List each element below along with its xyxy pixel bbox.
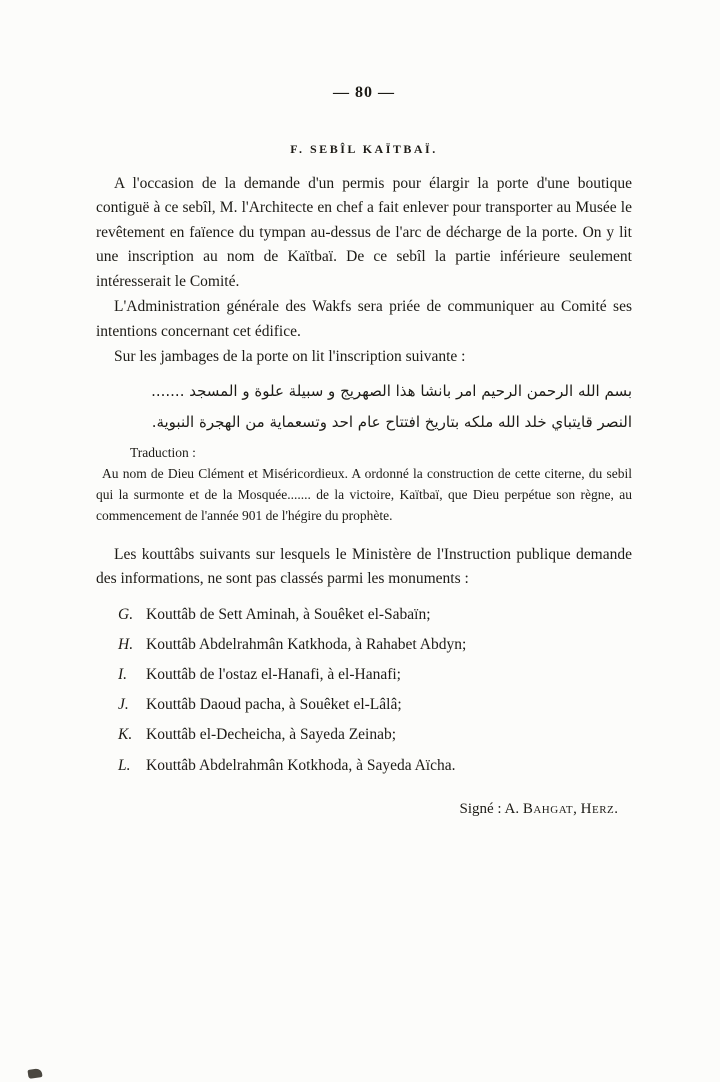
item-letter: L. bbox=[118, 756, 131, 774]
signature-name-herz: Herz bbox=[580, 800, 615, 817]
signature-line bbox=[96, 801, 632, 818]
kouttab-list bbox=[118, 600, 632, 781]
paragraph-permit: A l'occasion de la demande d'un permis pour élargir la porte d'une boutique contiguë à ce sebîl, M. l'Architecte en chef a fait enlever pour transporter au Musée le revêtement en faïence du tympan au-dessus de l'arc de décharge de la porte. On y lit une inscription au nom de Kaïtbaï. De ce sebîl la partie inférieure seulement intéresserait le Comité. bbox=[96, 175, 632, 290]
arabic-inscription bbox=[96, 376, 632, 439]
scan-artifact bbox=[27, 1068, 42, 1079]
signature-prefix: Signé : A. bbox=[459, 800, 523, 817]
item-text: Kouttâb de l'ostaz el-Hanafi, à el-Hanafi; bbox=[146, 666, 401, 684]
paragraph-inscription-intro: Sur les jambages de la porte on lit l'inscription suivante : bbox=[114, 348, 466, 366]
list-item bbox=[118, 690, 632, 720]
list-item bbox=[118, 600, 632, 630]
item-text: Kouttâb Abdelrahmân Kotkhoda, à Sayeda Aïcha. bbox=[146, 756, 456, 774]
item-text: Kouttâb de Sett Aminah, à Souêket el-Sabaïn; bbox=[146, 605, 431, 623]
item-text: Kouttâb Daoud pacha, à Souêket el-Lâlâ; bbox=[146, 696, 402, 714]
page-number: — 80 — bbox=[333, 84, 395, 101]
section-heading: F. SEBÎL KAÏTBAÏ. bbox=[290, 142, 438, 156]
arabic-inscription-line-2: النصر قايتباي خلد الله ملكه بتاريخ افتتاح عام احد وتسعماية من الهجرة النبوية. bbox=[151, 413, 632, 432]
item-letter: H. bbox=[118, 635, 134, 653]
arabic-inscription-line-1: بسم الله الرحمن الرحيم امر بانشا هذا الصهريج و سبيلة علوة و المسجد ....... bbox=[151, 381, 632, 400]
signature-name-bahgat: Bahgat bbox=[522, 800, 574, 817]
signature-end: . bbox=[614, 800, 618, 817]
kouttab-intro: Les kouttâbs suivants sur lesquels le Ministère de l'Instruction publique demande des informations, ne sont pas classés parmi les monuments : bbox=[96, 545, 632, 588]
traduction-label: Traduction : bbox=[130, 444, 196, 460]
signature-separator: , bbox=[573, 800, 581, 817]
item-letter: K. bbox=[118, 726, 133, 744]
traduction-text: Au nom de Dieu Clément et Miséricordieux. A ordonné la construction de cette citerne, du sebil qui la surmonte et de la Mosquée....... de la victoire, Kaïtbaï, que Dieu perpétue son règne, au commencement de l'année 901 de l'hégire du prophète. bbox=[96, 465, 632, 523]
list-item bbox=[118, 751, 632, 781]
item-text: Kouttâb el-Decheicha, à Sayeda Zeinab; bbox=[146, 726, 397, 744]
item-letter: I. bbox=[118, 666, 128, 684]
item-letter: G. bbox=[118, 605, 134, 623]
item-text: Kouttâb Abdelrahmân Katkhoda, à Rahabet Abdyn; bbox=[146, 635, 467, 653]
list-item bbox=[118, 720, 632, 750]
list-item bbox=[118, 660, 632, 690]
item-letter: J. bbox=[118, 696, 129, 714]
paragraph-administration: L'Administration générale des Wakfs sera priée de communiquer au Comité ses intentions concernant cet édifice. bbox=[96, 298, 632, 340]
list-item bbox=[118, 630, 632, 660]
